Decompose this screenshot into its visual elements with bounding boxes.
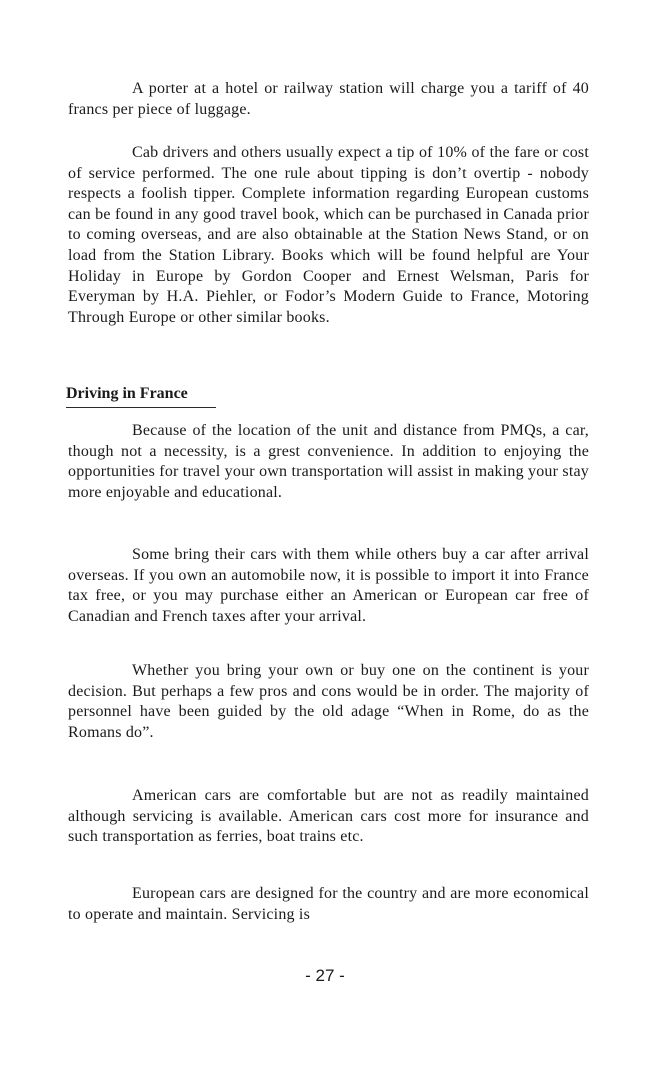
paragraph-porter-tariff: A porter at a hotel or railway station will charge you a tariff of 40 francs per piece of luggage. — [68, 80, 589, 118]
paragraph-european-cars: European cars are designed for the country and are more economical to operate and maintain. Servicing is — [68, 885, 589, 923]
paragraph-pros-and-cons: Whether you bring your own or buy one on the continent is your decision. But perhaps a few pros and cons would be in order. The majority of personnel have been guided by the old adage “When in Rome, do as the Romans do”. — [68, 662, 589, 741]
section-heading-driving-in-france: Driving in France — [66, 384, 216, 408]
paragraph-american-cars: American cars are comfortable but are not as readily maintained although servicing is available. American cars cost more for insurance and such transportation as ferries, boat trains etc. — [68, 787, 589, 846]
page-number: - 27 - — [305, 966, 345, 985]
paragraph-car-convenience: Because of the location of the unit and distance from PMQs, a car, though not a necessity, is a grest convenience. In addition to enjoying the opportunities for travel your own transportation will assist in making your stay more enjoyable and educational. — [68, 422, 589, 501]
paragraph-import-or-buy: Some bring their cars with them while others buy a car after arrival overseas. If you own an automobile now, it is possible to import it into France tax free, or you may purchase either an American or European car free of Canadian and French taxes after your arrival. — [68, 546, 589, 625]
paragraph-tipping-and-books: Cab drivers and others usually expect a tip of 10% of the fare or cost of service performed. The one rule about tipping is don’t overtip - nobody respects a foolish tipper. Complete information regarding European customs can be found in any good travel book, which can be purchased in Canada prior to coming overseas, and are also obtainable at the Station News Stand, or on load from the Station Library. Books which will be found helpful are Your Holiday in Europe by Gordon Cooper and Ernest Welsman, Paris for Everyman by H.A. Piehler, or Fodor’s Modern Guide to France, Motoring Through Europe or other similar books. — [68, 144, 589, 326]
